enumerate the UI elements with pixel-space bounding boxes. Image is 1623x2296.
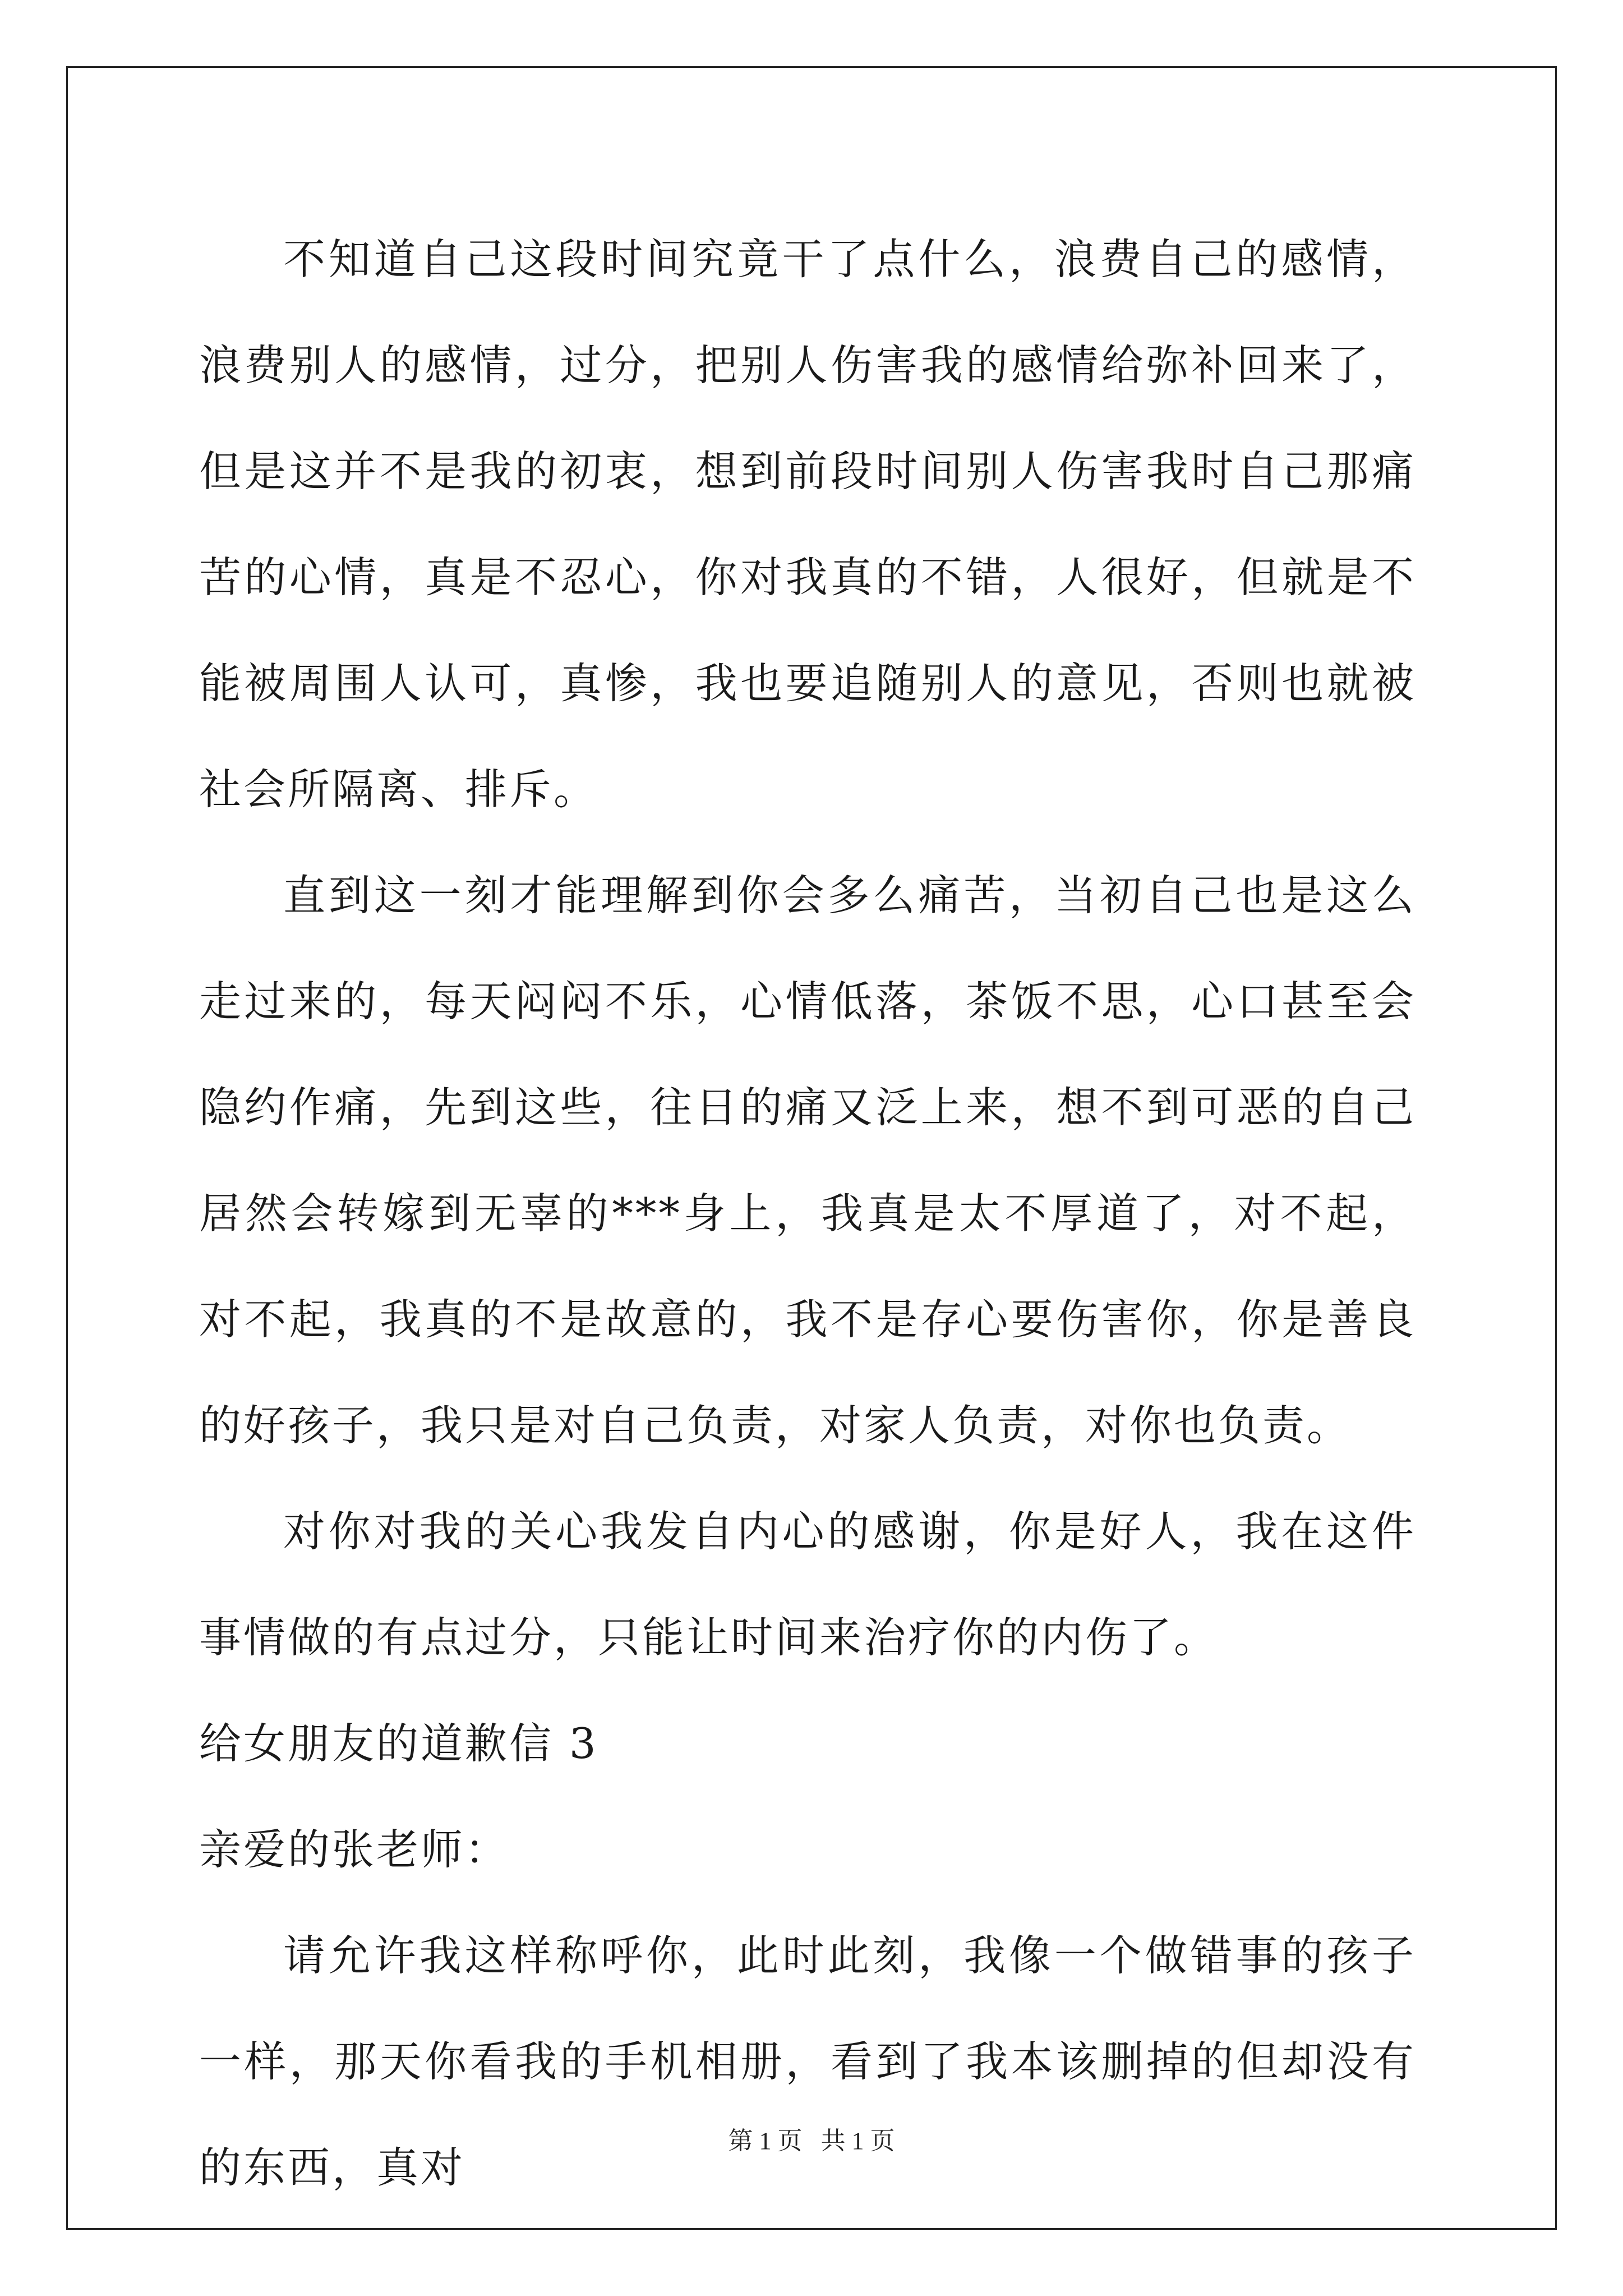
- paragraph-4: 请允许我这样称呼你，此时此刻，我像一个做错事的孩子一样，那天你看我的手机相册，看到了我本该删掉的但却没有的东西，真对: [199, 1931, 1416, 2192]
- salutation: 亲爱的张老师：: [199, 1825, 510, 1874]
- section-title: 给女朋友的道歉信 3: [199, 1719, 598, 1768]
- paragraph-3: 对你对我的关心我发自内心的感谢，你是好人，我在这件事情做的有点过分，只能让时间来治疗你的内伤了。: [199, 1507, 1416, 1662]
- paragraph-1: 不知道自己这段时间究竟干了点什么，浪费自己的感情，浪费别人的感情，过分，把别人伤害我的感情给弥补回来了，但是这并不是我的初衷，想到前段时间别人伤害我时自己那痛苦的心情，真是不忍心，你对我真的不错，人很好，但就是不能被周围人认可，真惨，我也要追随别人的意见，否则也就被社会所隔离、排斥。: [199, 234, 1416, 814]
- paragraph-2: 直到这一刻才能理解到你会多么痛苦，当初自己也是这么走过来的，每天闷闷不乐，心情低落，茶饭不思，心口甚至会隐约作痛，先到这些，往日的痛又泛上来，想不到可恶的自己居然会转嫁到无辜的***身上，我真是太不厚道了，对不起，对不起，我真的不是故意的，我不是存心要伤害你，你是善良的好孩子，我只是对自己负责，对家人负责，对你也负责。: [199, 871, 1416, 1450]
- document-body: [199, 206, 1416, 2221]
- page-footer: 第 1 页 共 1 页: [728, 2127, 895, 2155]
